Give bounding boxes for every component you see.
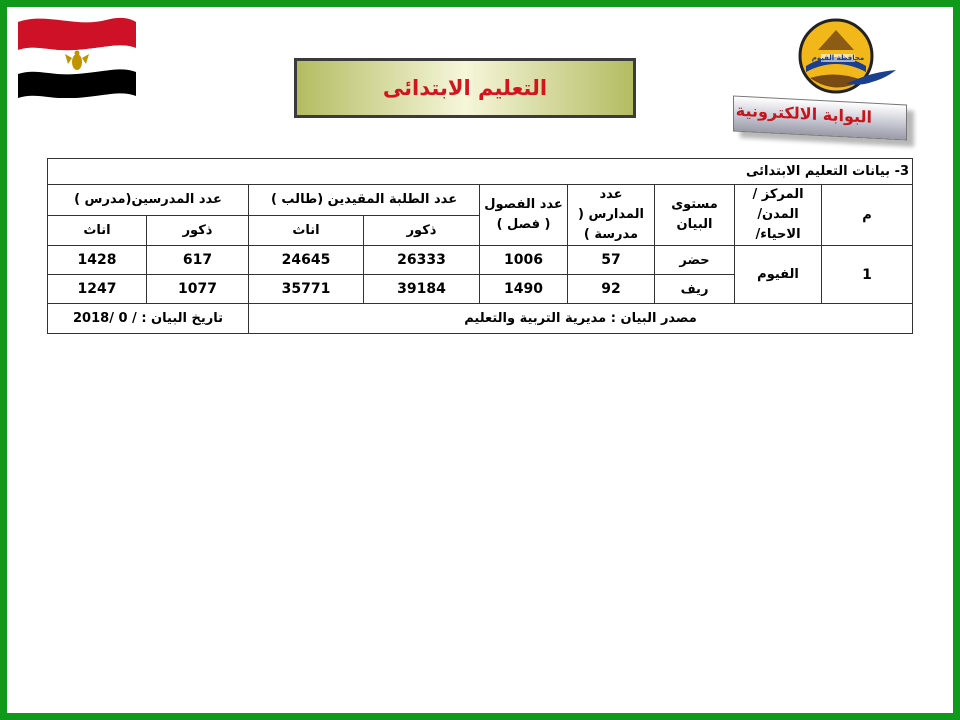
row-schools: 92	[568, 275, 655, 304]
header-level: مستوى البيان	[655, 185, 735, 246]
row-classes: 1490	[480, 275, 568, 304]
row-index: 1	[822, 246, 913, 304]
row-teachers-male: 1077	[147, 275, 249, 304]
row-students-male: 26333	[364, 246, 480, 275]
egypt-flag-icon	[16, 14, 138, 98]
logo-text: محافظة الفيوم	[811, 54, 865, 62]
header-schools: عدد المدارس ( مدرسة )	[568, 185, 655, 246]
row-students-male: 39184	[364, 275, 480, 304]
fayoum-governorate-logo	[796, 12, 902, 106]
row-students-female: 35771	[249, 275, 364, 304]
header-students-female: اناث	[249, 215, 364, 246]
title-box	[294, 58, 636, 118]
page-title: التعليم الابتدائى	[382, 76, 548, 100]
header-students: عدد الطلبة المقيدين (طالب )	[249, 185, 480, 216]
row-schools: 57	[568, 246, 655, 275]
row-teachers-male: 617	[147, 246, 249, 275]
header-teachers-female: اناث	[48, 215, 147, 246]
row-classes: 1006	[480, 246, 568, 275]
header-center: المركز /المدن/الاحياء/	[735, 185, 822, 246]
portal-label: البوابة الالكترونية	[735, 100, 872, 127]
table-row	[48, 246, 913, 275]
header-teachers: عدد المدرسين(مدرس )	[48, 185, 249, 216]
header-teachers-male: ذكور	[147, 215, 249, 246]
header-students-male: ذكور	[364, 215, 480, 246]
data-date: تاريخ البيان : / 0 /2018	[48, 304, 249, 334]
data-source: مصدر البيان : مديرية التربية والتعليم	[249, 304, 913, 334]
table-caption: 3- بيانات التعليم الابتدائى	[48, 159, 913, 185]
header-classes: عدد الفصول ( فصل )	[480, 185, 568, 246]
row-level: حضر	[655, 246, 735, 275]
statistics-table	[47, 158, 913, 334]
row-teachers-female: 1428	[48, 246, 147, 275]
row-students-female: 24645	[249, 246, 364, 275]
row-teachers-female: 1247	[48, 275, 147, 304]
row-center: الفيوم	[735, 246, 822, 304]
header-index: م	[822, 185, 913, 246]
row-level: ريف	[655, 275, 735, 304]
